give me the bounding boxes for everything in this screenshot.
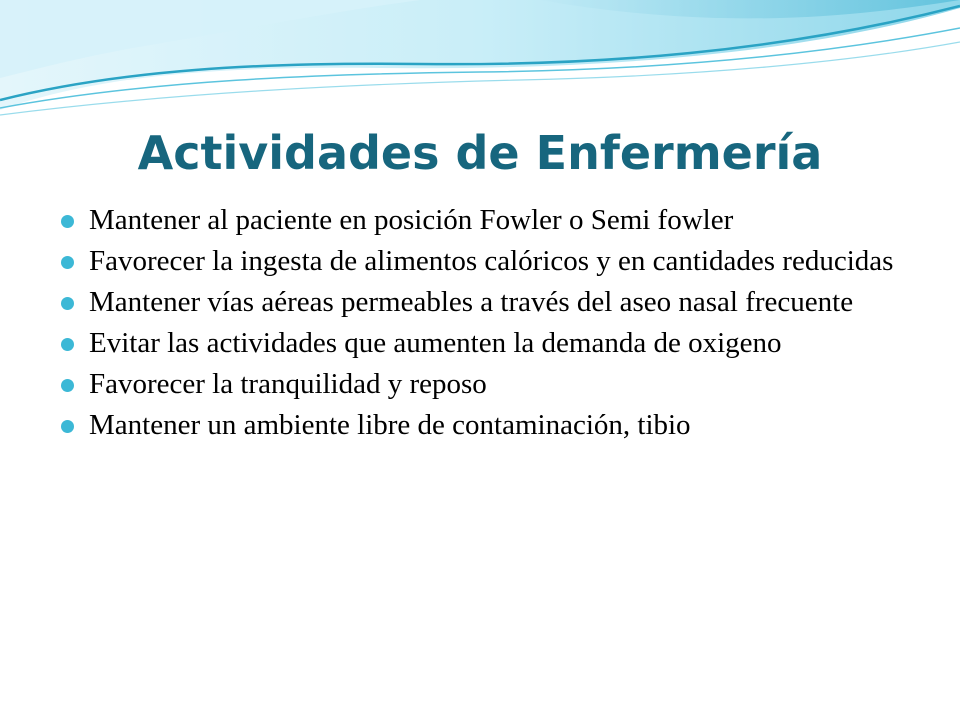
bullet-item: [60, 206, 920, 235]
bullet-text: Mantener vías aéreas permeables a través del aseo nasal frecuente: [89, 286, 854, 318]
bullet-dot-icon: [61, 256, 74, 269]
bullet-text: Favorecer la tranquilidad y reposo: [89, 368, 487, 400]
bullet-text: Mantener un ambiente libre de contaminación, tibio: [89, 409, 691, 441]
bullet-list: [60, 206, 920, 452]
bullet-text: Mantener al paciente en posición Fowler o Semi fowler: [89, 204, 734, 236]
bullet-dot-icon: [61, 215, 74, 228]
bullet-dot-icon: [61, 420, 74, 433]
bullet-item: [60, 411, 920, 440]
bullet-item: [60, 247, 920, 276]
header-wave-decoration: [0, 0, 960, 130]
bullet-item: [60, 329, 920, 358]
slide-title: Actividades de Enfermería: [137, 126, 823, 180]
bullet-item: [60, 288, 920, 317]
bullet-dot-icon: [61, 297, 74, 310]
bullet-text: Evitar las actividades que aumenten la demanda de oxigeno: [89, 327, 782, 359]
bullet-dot-icon: [61, 338, 74, 351]
bullet-dot-icon: [61, 379, 74, 392]
bullet-item: [60, 370, 920, 399]
bullet-text: Favorecer la ingesta de alimentos calóricos y en cantidades reducidas: [89, 245, 894, 277]
